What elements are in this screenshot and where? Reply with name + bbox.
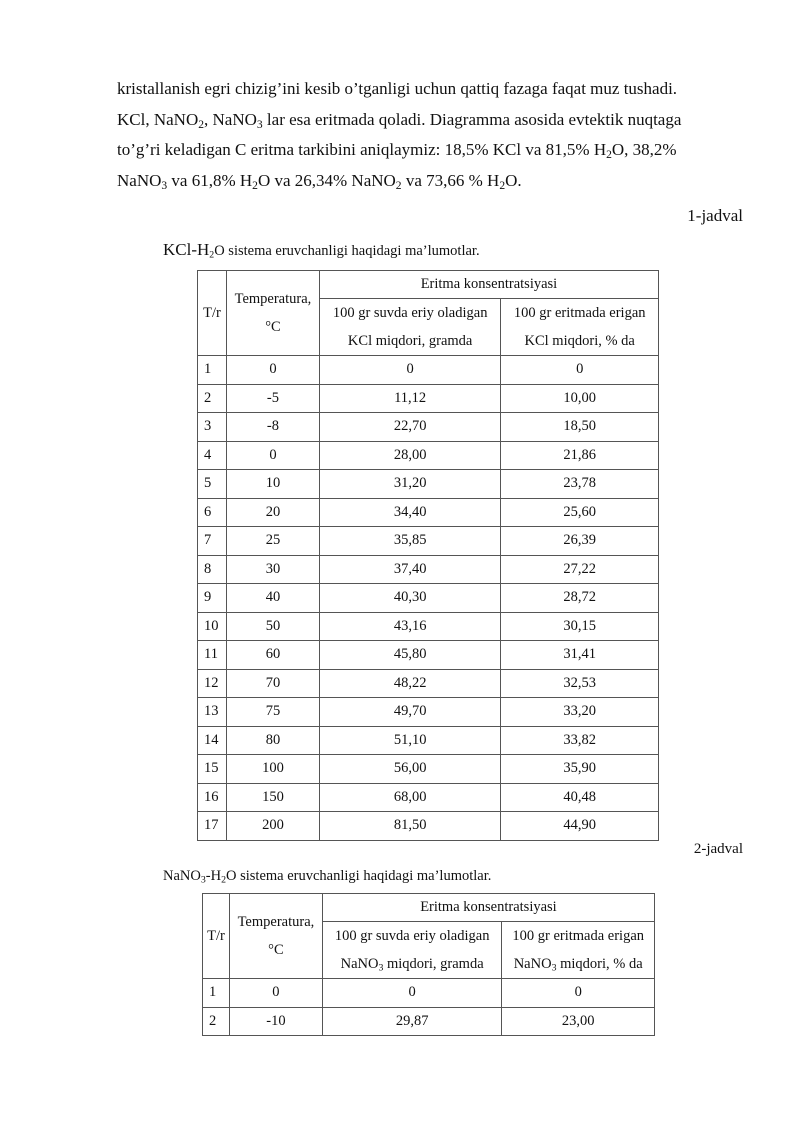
row-number-cell: 11	[198, 641, 227, 670]
temperature-cell: 0	[226, 356, 319, 385]
table-row	[198, 698, 659, 727]
percent-cell: 10,00	[501, 384, 659, 413]
header-temperature: Temperatura, °C	[226, 271, 319, 356]
percent-cell: 33,82	[501, 726, 659, 755]
nano3-solubility-table	[202, 893, 655, 1036]
paragraph-line: kristallanish egri chizig’ini kesib o’tganligi uchun qattiq fazaga faqat muz tushadi.	[117, 79, 678, 98]
percent-cell: 23,00	[502, 1007, 655, 1036]
percent-cell: 44,90	[501, 812, 659, 841]
row-number-cell: 2	[198, 384, 227, 413]
table-row	[198, 641, 659, 670]
header-percent: 100 gr eritmada erigan NaNO$_3$ miqdori, % da	[502, 922, 655, 979]
grams-cell: 35,85	[319, 527, 500, 556]
table-row	[198, 726, 659, 755]
paragraph-line: KCl, NaNO$_2$, NaNO$_3$ lar esa eritmada qoladi. Diagramma asosida evtektik nuqtaga	[117, 109, 682, 131]
temperature-cell: 150	[226, 783, 319, 812]
kcl-solubility-table	[197, 270, 659, 841]
paragraph-line: to’g’ri keladigan C eritma tarkibini aniqlaymiz: 18,5% KCl va 81,5% $H_2O$, 38,2%	[117, 140, 677, 161]
grams-cell: 0	[319, 356, 500, 385]
temperature-cell: 0	[229, 979, 322, 1008]
percent-cell: 23,78	[501, 470, 659, 499]
grams-cell: 11,12	[319, 384, 500, 413]
grams-cell: 56,00	[319, 755, 500, 784]
row-number-cell: 1	[203, 979, 230, 1008]
temperature-cell: 80	[226, 726, 319, 755]
grams-cell: 22,70	[319, 413, 500, 442]
temperature-cell: 20	[226, 498, 319, 527]
table-row	[203, 1007, 655, 1036]
percent-cell: 26,39	[501, 527, 659, 556]
grams-cell: 34,40	[319, 498, 500, 527]
header-concentration: Eritma konsentratsiyasi	[322, 894, 654, 922]
row-number-cell: 17	[198, 812, 227, 841]
table-row	[198, 669, 659, 698]
header-concentration: Eritma konsentratsiyasi	[319, 271, 658, 299]
grams-cell: 68,00	[319, 783, 500, 812]
body-paragraph	[117, 74, 743, 196]
percent-cell: 18,50	[501, 413, 659, 442]
grams-cell: 43,16	[319, 612, 500, 641]
table-row	[198, 812, 659, 841]
percent-cell: 21,86	[501, 441, 659, 470]
temperature-cell: -8	[226, 413, 319, 442]
percent-cell: 30,15	[501, 612, 659, 641]
percent-cell: 25,60	[501, 498, 659, 527]
table-row	[198, 384, 659, 413]
paragraph-line: NaNO$_3$ va 61,8% $H_2O$ va 26,34% NaNO$_2$ va 73,66 % $H_2O$.	[117, 170, 522, 192]
row-number-cell: 4	[198, 441, 227, 470]
temperature-cell: 60	[226, 641, 319, 670]
table-row	[198, 470, 659, 499]
grams-cell: 48,22	[319, 669, 500, 698]
table-row	[203, 979, 655, 1008]
grams-cell: 51,10	[319, 726, 500, 755]
grams-cell: 31,20	[319, 470, 500, 499]
table2-tag: 2-jadval	[693, 841, 743, 857]
row-number-cell: 5	[198, 470, 227, 499]
temperature-cell: 50	[226, 612, 319, 641]
grams-cell: 49,70	[319, 698, 500, 727]
percent-cell: 28,72	[501, 584, 659, 613]
percent-cell: 33,20	[501, 698, 659, 727]
row-number-cell: 3	[198, 413, 227, 442]
percent-cell: 27,22	[501, 555, 659, 584]
row-number-cell: 14	[198, 726, 227, 755]
grams-cell: 37,40	[319, 555, 500, 584]
row-number-cell: 12	[198, 669, 227, 698]
table1-tag: 1-jadval	[687, 206, 743, 225]
temperature-cell: 200	[226, 812, 319, 841]
temperature-cell: 30	[226, 555, 319, 584]
row-number-cell: 15	[198, 755, 227, 784]
row-number-cell: 1	[198, 356, 227, 385]
table-row	[198, 612, 659, 641]
row-number-cell: 10	[198, 612, 227, 641]
table-row	[198, 555, 659, 584]
percent-cell: 31,41	[501, 641, 659, 670]
grams-cell: 29,87	[322, 1007, 501, 1036]
grams-cell: 40,30	[319, 584, 500, 613]
table-row	[198, 584, 659, 613]
row-number-cell: 8	[198, 555, 227, 584]
percent-cell: 40,48	[501, 783, 659, 812]
temperature-cell: 0	[226, 441, 319, 470]
row-number-cell: 7	[198, 527, 227, 556]
temperature-cell: 10	[226, 470, 319, 499]
header-grams: 100 gr suvda eriy oladigan NaNO$_3$ miqdori, gramda	[322, 922, 501, 979]
temperature-cell: 40	[226, 584, 319, 613]
temperature-cell: 75	[226, 698, 319, 727]
grams-cell: 45,80	[319, 641, 500, 670]
row-number-cell: 9	[198, 584, 227, 613]
temperature-cell: 70	[226, 669, 319, 698]
row-number-cell: 2	[203, 1007, 230, 1036]
percent-cell: 32,53	[501, 669, 659, 698]
grams-cell: 81,50	[319, 812, 500, 841]
percent-cell: 0	[502, 979, 655, 1008]
percent-cell: 35,90	[501, 755, 659, 784]
temperature-cell: -10	[229, 1007, 322, 1036]
row-number-cell: 16	[198, 783, 227, 812]
temperature-cell: 25	[226, 527, 319, 556]
table-row	[198, 783, 659, 812]
header-number: T/r	[203, 894, 230, 979]
header-temperature: Temperatura, °C	[229, 894, 322, 979]
table-row	[198, 413, 659, 442]
header-grams: 100 gr suvda eriy oladigan KCl miqdori, gramda	[319, 299, 500, 356]
table-row	[198, 755, 659, 784]
table1-caption: KCl-$H_2O$ sistema eruvchanligi haqidagi ma’lumotlar.	[163, 240, 480, 261]
percent-cell: 0	[501, 356, 659, 385]
table2-caption: $NaNO_3-H_2O$ sistema eruvchanligi haqidagi ma’lumotlar.	[163, 868, 492, 886]
table-row	[198, 527, 659, 556]
header-percent: 100 gr eritmada erigan KCl miqdori, % da	[501, 299, 659, 356]
temperature-cell: -5	[226, 384, 319, 413]
header-number: T/r	[198, 271, 227, 356]
table-row	[198, 356, 659, 385]
grams-cell: 28,00	[319, 441, 500, 470]
row-number-cell: 13	[198, 698, 227, 727]
table-row	[198, 498, 659, 527]
row-number-cell: 6	[198, 498, 227, 527]
grams-cell: 0	[322, 979, 501, 1008]
temperature-cell: 100	[226, 755, 319, 784]
table-row	[198, 441, 659, 470]
